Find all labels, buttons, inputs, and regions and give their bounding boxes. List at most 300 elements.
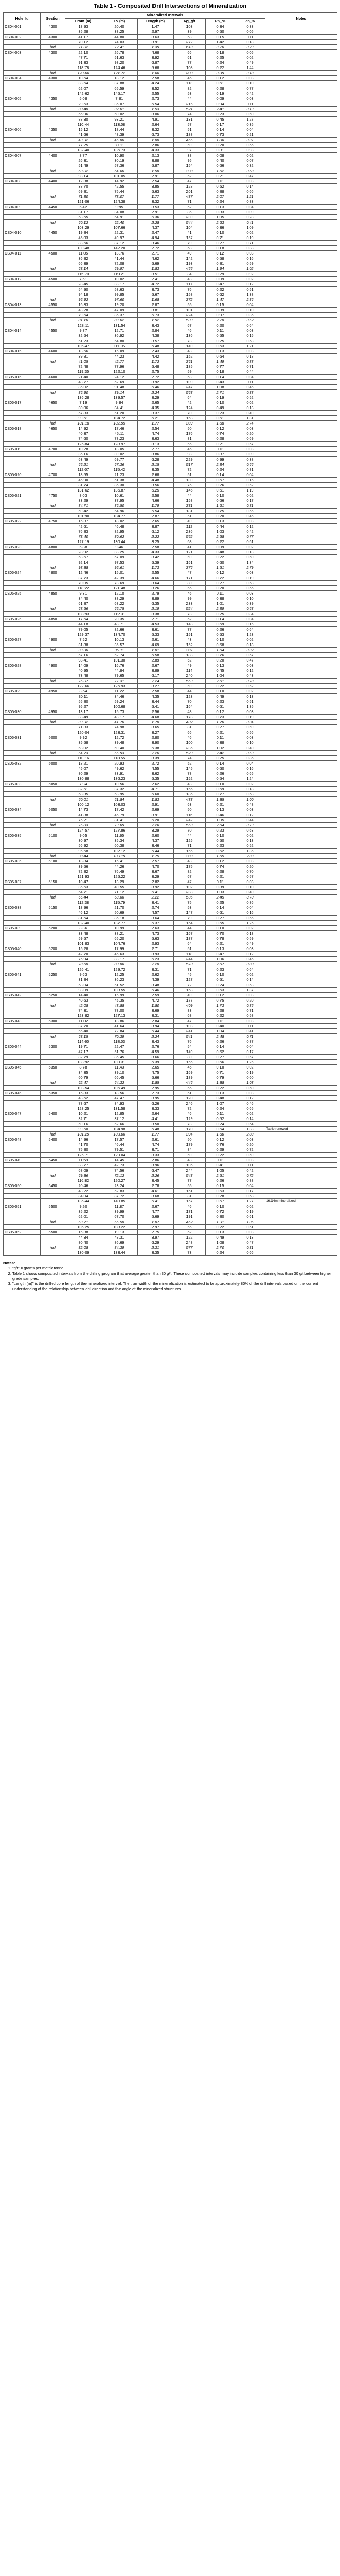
cell-notes xyxy=(265,900,337,905)
cell-ag: 173 xyxy=(174,715,206,720)
cell-ag: 157 xyxy=(174,1199,206,1204)
cell-pb: 2.58 xyxy=(206,534,235,539)
cell-zn: 0.04 xyxy=(235,472,265,478)
cell-section: incl xyxy=(41,534,65,539)
cell-zn: 1.27 xyxy=(235,117,265,122)
cell-length: 1.66 xyxy=(138,71,174,76)
cell-hole-id: DS04-004 xyxy=(4,76,41,81)
cell-zn: 0.03 xyxy=(235,946,265,952)
cell-to: 69.40 xyxy=(101,745,138,751)
cell-ag: 112 xyxy=(174,524,206,529)
cell-zn: 0.51 xyxy=(235,287,265,292)
table-row xyxy=(4,957,337,962)
cell-section: 4400 xyxy=(41,153,65,158)
cell-length: 3.13 xyxy=(138,442,174,447)
cell-notes xyxy=(265,225,337,230)
cell-to: 58.63 xyxy=(101,287,138,292)
cell-ag: 143 xyxy=(174,622,206,627)
cell-zn: 0.39 xyxy=(235,601,265,606)
cell-ag: 43 xyxy=(174,637,206,642)
cell-length: 4.94 xyxy=(138,235,174,241)
cell-ag: 381 xyxy=(174,503,206,509)
cell-zn: 1.25 xyxy=(235,921,265,926)
cell-ag: 84 xyxy=(174,1147,206,1153)
cell-length: 5.33 xyxy=(138,632,174,637)
table-row-included-interval xyxy=(4,1003,337,1008)
cell-pb: 0.21 xyxy=(206,941,235,946)
cell-ag: 116 xyxy=(174,812,206,818)
table-row xyxy=(4,96,337,101)
cell-to: 91.48 xyxy=(101,385,138,390)
table-row xyxy=(4,545,337,550)
cell-to: 11.65 xyxy=(101,833,138,838)
cell-ag: 71 xyxy=(174,199,206,205)
cell-length: 3.29 xyxy=(138,874,174,879)
table-row xyxy=(4,333,337,338)
cell-hole-id: DS04-006 xyxy=(4,127,41,132)
cell-section xyxy=(41,509,65,514)
cell-ag: 41 xyxy=(174,545,206,550)
cell-length: 3.88 xyxy=(138,158,174,163)
notes-section xyxy=(3,1261,337,1292)
cell-pb: 0.27 xyxy=(206,1055,235,1060)
table-row-included-interval xyxy=(4,565,337,570)
cell-section: 4350 xyxy=(41,96,65,101)
cell-section: incl xyxy=(41,1245,65,1250)
cell-pb: 0.48 xyxy=(206,550,235,555)
cell-length: 4.24 xyxy=(138,81,174,86)
cell-from: 128.11 xyxy=(65,323,101,328)
table-row xyxy=(4,493,337,498)
table-row-included-interval xyxy=(4,318,337,323)
cell-pb: 0.64 xyxy=(206,354,235,359)
cell-zn: 0.37 xyxy=(235,138,265,143)
cell-section: 4850 xyxy=(41,591,65,596)
cell-ag: 361 xyxy=(174,359,206,364)
cell-from: 14.09 xyxy=(65,663,101,668)
cell-hole-id xyxy=(4,642,41,648)
cell-from: 55.80 xyxy=(65,699,101,704)
cell-hole-id xyxy=(4,910,41,916)
cell-section xyxy=(41,344,65,349)
cell-to: 140.85 xyxy=(101,1199,138,1204)
cell-notes xyxy=(265,565,337,570)
cell-from: 78.67 xyxy=(65,1101,101,1106)
cell-length: 3.92 xyxy=(138,380,174,385)
cell-hole-id xyxy=(4,797,41,802)
cell-section xyxy=(41,86,65,91)
cell-notes xyxy=(265,622,337,627)
cell-length: 3.69 xyxy=(138,1008,174,1013)
cell-zn: 0.02 xyxy=(235,782,265,787)
cell-pb: 0.61 xyxy=(206,416,235,421)
cell-zn: 0.59 xyxy=(235,936,265,941)
table-row xyxy=(4,946,337,952)
cell-length: 6.87 xyxy=(138,60,174,65)
cell-zn: 0.29 xyxy=(235,45,265,50)
cell-zn: 0.38 xyxy=(235,246,265,251)
cell-to: 19.13 xyxy=(101,1230,138,1235)
cell-from: 35.16 xyxy=(65,452,101,457)
cell-to: 45.80 xyxy=(101,138,138,143)
cell-zn: 0.62 xyxy=(235,483,265,488)
cell-ag: 52 xyxy=(174,761,206,766)
cell-zn: 0.02 xyxy=(235,493,265,498)
cell-hole-id: DS04-007 xyxy=(4,153,41,158)
table-row xyxy=(4,833,337,838)
cell-notes xyxy=(265,864,337,869)
cell-notes xyxy=(265,1096,337,1101)
cell-from: 40.63 xyxy=(65,998,101,1003)
cell-notes xyxy=(265,369,337,375)
cell-hole-id: DS05-039 xyxy=(4,926,41,931)
cell-to: 61.52 xyxy=(101,982,138,988)
cell-to: 95.61 xyxy=(101,565,138,570)
cell-section: 4300 xyxy=(41,50,65,55)
cell-length: 5.48 xyxy=(138,364,174,369)
cell-zn: 0.02 xyxy=(235,637,265,642)
cell-notes xyxy=(265,1153,337,1158)
cell-pb: 0.29 xyxy=(206,1147,235,1153)
cell-from: 47.17 xyxy=(65,1049,101,1055)
cell-notes xyxy=(265,1230,337,1235)
cell-notes xyxy=(265,545,337,550)
table-row xyxy=(4,993,337,998)
cell-hole-id xyxy=(4,132,41,138)
table-row xyxy=(4,313,337,318)
cell-hole-id: DS05-052 xyxy=(4,1230,41,1235)
table-row xyxy=(4,627,337,632)
cell-zn: 0.02 xyxy=(235,1111,265,1116)
cell-length: 1.77 xyxy=(138,1132,174,1137)
cell-section: 4950 xyxy=(41,709,65,715)
cell-zn: 0.19 xyxy=(235,575,265,581)
cell-section: 5200 xyxy=(41,926,65,931)
cell-notes xyxy=(265,235,337,241)
cell-zn: 0.03 xyxy=(235,709,265,715)
cell-zn: 1.05 xyxy=(235,1219,265,1225)
cell-ag: 216 xyxy=(174,101,206,107)
cell-notes xyxy=(265,421,337,426)
cell-hole-id xyxy=(4,467,41,472)
cell-from: 81.54 xyxy=(65,916,101,921)
cell-section xyxy=(41,1101,65,1106)
table-row-included-interval xyxy=(4,194,337,199)
cell-hole-id xyxy=(4,338,41,344)
cell-zn: 0.19 xyxy=(235,235,265,241)
cell-length: 3.64 xyxy=(138,916,174,921)
cell-pb: 0.28 xyxy=(206,869,235,874)
cell-length: 4.69 xyxy=(138,642,174,648)
cell-section xyxy=(41,65,65,71)
cell-to: 30.19 xyxy=(101,158,138,163)
cell-section xyxy=(41,143,65,148)
table-row xyxy=(4,452,337,457)
table-row xyxy=(4,771,337,776)
table-row xyxy=(4,1158,337,1163)
cell-notes xyxy=(265,730,337,735)
table-row xyxy=(4,400,337,405)
cell-pb: 0.10 xyxy=(206,230,235,235)
cell-to: 72.84 xyxy=(101,1029,138,1034)
cell-section xyxy=(41,941,65,946)
table-row xyxy=(4,132,337,138)
cell-from: 15.37 xyxy=(65,519,101,524)
cell-hole-id xyxy=(4,261,41,266)
cell-section: 5000 xyxy=(41,761,65,766)
cell-to: 64.96 xyxy=(101,509,138,514)
cell-to: 10.02 xyxy=(101,277,138,282)
cell-section xyxy=(41,601,65,606)
cell-from: 40.37 xyxy=(65,431,101,436)
cell-from: 84.04 xyxy=(65,1194,101,1199)
cell-ag: 95 xyxy=(174,158,206,163)
cell-hole-id: DS05-031 xyxy=(4,735,41,740)
cell-ag: 145 xyxy=(174,766,206,771)
cell-pb: 0.23 xyxy=(206,967,235,972)
cell-section xyxy=(41,261,65,266)
cell-length: 1.39 xyxy=(138,45,174,50)
cell-from: 103.54 xyxy=(65,1086,101,1091)
cell-length: 3.43 xyxy=(138,323,174,328)
cell-ag: 65 xyxy=(174,586,206,591)
cell-zn: 0.17 xyxy=(235,1049,265,1055)
cell-notes xyxy=(265,1178,337,1183)
cell-section: 5300 xyxy=(41,1019,65,1024)
cell-section xyxy=(41,936,65,941)
cell-notes xyxy=(265,1219,337,1225)
table-row-included-interval xyxy=(4,1080,337,1086)
cell-zn: 1.35 xyxy=(235,704,265,709)
cell-pb: 0.45 xyxy=(206,117,235,122)
cell-from: 15.28 xyxy=(65,946,101,952)
cell-hole-id xyxy=(4,45,41,50)
cell-length: 5.58 xyxy=(138,653,174,658)
cell-length: 2.76 xyxy=(138,1044,174,1049)
cell-to: 48.31 xyxy=(101,1235,138,1240)
cell-hole-id xyxy=(4,1106,41,1111)
cell-pb: 0.22 xyxy=(206,684,235,689)
cell-zn: 0.03 xyxy=(235,807,265,812)
cell-section xyxy=(41,1075,65,1080)
cell-from: 12.46 xyxy=(65,570,101,575)
cell-notes xyxy=(265,1122,337,1127)
cell-length: 2.71 xyxy=(138,946,174,952)
cell-pb: 0.79 xyxy=(206,1075,235,1080)
cell-notes xyxy=(265,246,337,251)
cell-hole-id xyxy=(4,215,41,220)
cell-ag: 48 xyxy=(174,859,206,864)
table-row xyxy=(4,1096,337,1101)
cell-to: 41.44 xyxy=(101,256,138,261)
cell-length: 2.77 xyxy=(138,447,174,452)
cell-length: 4.42 xyxy=(138,354,174,359)
cell-section xyxy=(41,369,65,375)
cell-ag: 176 xyxy=(174,431,206,436)
cell-pb: 2.70 xyxy=(206,1245,235,1250)
cell-from: 106.47 xyxy=(65,344,101,349)
cell-ag: 188 xyxy=(174,132,206,138)
cell-hole-id xyxy=(4,168,41,174)
cell-from: 54.90 xyxy=(65,287,101,292)
cell-hole-id xyxy=(4,86,41,91)
cell-pb: 0.69 xyxy=(206,787,235,792)
cell-section xyxy=(41,210,65,215)
cell-to: 51.76 xyxy=(101,1049,138,1055)
cell-zn: 1.03 xyxy=(235,1080,265,1086)
cell-to: 133.44 xyxy=(101,1250,138,1256)
cell-ag: 122 xyxy=(174,1235,206,1240)
table-row xyxy=(4,246,337,251)
cell-ag: 169 xyxy=(174,1070,206,1075)
cell-section: incl xyxy=(41,854,65,859)
cell-notes xyxy=(265,776,337,782)
cell-ag: 53 xyxy=(174,905,206,910)
cell-section: incl xyxy=(41,266,65,272)
cell-notes xyxy=(265,895,337,900)
cell-pb: 0.44 xyxy=(206,524,235,529)
cell-pb: 0.63 xyxy=(206,1189,235,1194)
table-row xyxy=(4,1019,337,1024)
cell-zn: 0.11 xyxy=(235,101,265,107)
table-row xyxy=(4,715,337,720)
cell-length: 2.13 xyxy=(138,153,174,158)
cell-hole-id xyxy=(4,1080,41,1086)
cell-to: 33.17 xyxy=(101,282,138,287)
table-row xyxy=(4,539,337,545)
cell-zn: 0.59 xyxy=(235,261,265,266)
cell-section xyxy=(41,395,65,400)
header-hole-id: Hole_Id xyxy=(4,13,41,24)
cell-section: 5100 xyxy=(41,833,65,838)
cell-hole-id: DS04-003 xyxy=(4,50,41,55)
cell-section: 4650 xyxy=(41,426,65,431)
cell-pb: 0.12 xyxy=(206,251,235,256)
cell-section: 4700 xyxy=(41,447,65,452)
cell-notes xyxy=(265,328,337,333)
table-row xyxy=(4,529,337,534)
cell-length: 3.35 xyxy=(138,1250,174,1256)
cell-to: 22.47 xyxy=(101,1044,138,1049)
table-row xyxy=(4,65,337,71)
cell-notes xyxy=(265,514,337,519)
cell-from: 7.52 xyxy=(65,637,101,642)
cell-pb: 1.08 xyxy=(206,385,235,390)
cell-from: 98.44 xyxy=(65,854,101,859)
cell-section: incl xyxy=(41,895,65,900)
cell-length: 2.86 xyxy=(138,143,174,148)
cell-ag: 99 xyxy=(174,596,206,601)
cell-to: 20.93 xyxy=(101,761,138,766)
cell-hole-id xyxy=(4,1225,41,1230)
cell-from: 59.42 xyxy=(65,509,101,514)
cell-ag: 74 xyxy=(174,756,206,761)
cell-length: 3.97 xyxy=(138,1235,174,1240)
cell-hole-id xyxy=(4,158,41,163)
cell-section: 5000 xyxy=(41,735,65,740)
cell-hole-id xyxy=(4,1194,41,1199)
cell-zn: 0.33 xyxy=(235,359,265,364)
cell-from: 33.29 xyxy=(65,498,101,503)
cell-pb: 0.76 xyxy=(206,1142,235,1147)
cell-hole-id xyxy=(4,885,41,890)
cell-pb: 0.12 xyxy=(206,76,235,81)
cell-to: 80.86 xyxy=(101,962,138,967)
table-row xyxy=(4,1116,337,1122)
cell-length: 5.35 xyxy=(138,776,174,782)
cell-notes xyxy=(265,1049,337,1055)
cell-ag: 45 xyxy=(174,447,206,452)
cell-from: 95.27 xyxy=(65,704,101,709)
cell-hole-id xyxy=(4,292,41,297)
cell-pb: 0.60 xyxy=(206,560,235,565)
cell-notes xyxy=(265,91,337,96)
cell-zn: 0.04 xyxy=(235,1044,265,1049)
table-row xyxy=(4,550,337,555)
cell-length: 2.58 xyxy=(138,76,174,81)
cell-length: 3.32 xyxy=(138,199,174,205)
cell-hole-id xyxy=(4,266,41,272)
cell-from: 66.39 xyxy=(65,261,101,266)
table-row xyxy=(4,921,337,926)
cell-hole-id xyxy=(4,627,41,632)
cell-length: 3.33 xyxy=(138,1106,174,1111)
cell-hole-id xyxy=(4,694,41,699)
cell-ag: 398 xyxy=(174,168,206,174)
cell-section xyxy=(41,354,65,359)
cell-from: 10.21 xyxy=(65,1111,101,1116)
cell-hole-id: DS05-033 xyxy=(4,782,41,787)
cell-from: 33.30 xyxy=(65,648,101,653)
table-row xyxy=(4,890,337,895)
table-row xyxy=(4,1049,337,1055)
table-row-included-interval xyxy=(4,534,337,539)
cell-section: 5300 xyxy=(41,1044,65,1049)
cell-pb: 1.73 xyxy=(206,1003,235,1008)
cell-to: 41.64 xyxy=(101,1024,138,1029)
cell-length: 2.43 xyxy=(138,349,174,354)
cell-length: 3.39 xyxy=(138,756,174,761)
cell-section xyxy=(41,725,65,730)
cell-length: 5.39 xyxy=(138,560,174,565)
cell-hole-id xyxy=(4,1127,41,1132)
cell-pb: 0.47 xyxy=(206,952,235,957)
cell-pb: 0.77 xyxy=(206,364,235,369)
cell-length: 4.57 xyxy=(138,910,174,916)
cell-to: 87.72 xyxy=(101,1194,138,1199)
cell-to: 61.84 xyxy=(101,797,138,802)
cell-from: 7.61 xyxy=(65,277,101,282)
cell-hole-id xyxy=(4,622,41,627)
cell-section xyxy=(41,890,65,895)
table-row xyxy=(4,1183,337,1189)
cell-zn: 0.57 xyxy=(235,874,265,879)
cell-from: 35.28 xyxy=(65,29,101,35)
cell-ag: 139 xyxy=(174,478,206,483)
cell-notes xyxy=(265,802,337,807)
cell-section xyxy=(41,982,65,988)
cell-to: 20.40 xyxy=(101,24,138,29)
cell-hole-id: DS05-027 xyxy=(4,637,41,642)
cell-to: 73.07 xyxy=(101,194,138,199)
cell-hole-id xyxy=(4,462,41,467)
cell-zn: 0.47 xyxy=(235,174,265,179)
cell-pb: 0.22 xyxy=(206,1153,235,1158)
table-row xyxy=(4,472,337,478)
cell-ag: 83 xyxy=(174,1008,206,1013)
cell-zn: 0.03 xyxy=(235,1091,265,1096)
table-row xyxy=(4,431,337,436)
